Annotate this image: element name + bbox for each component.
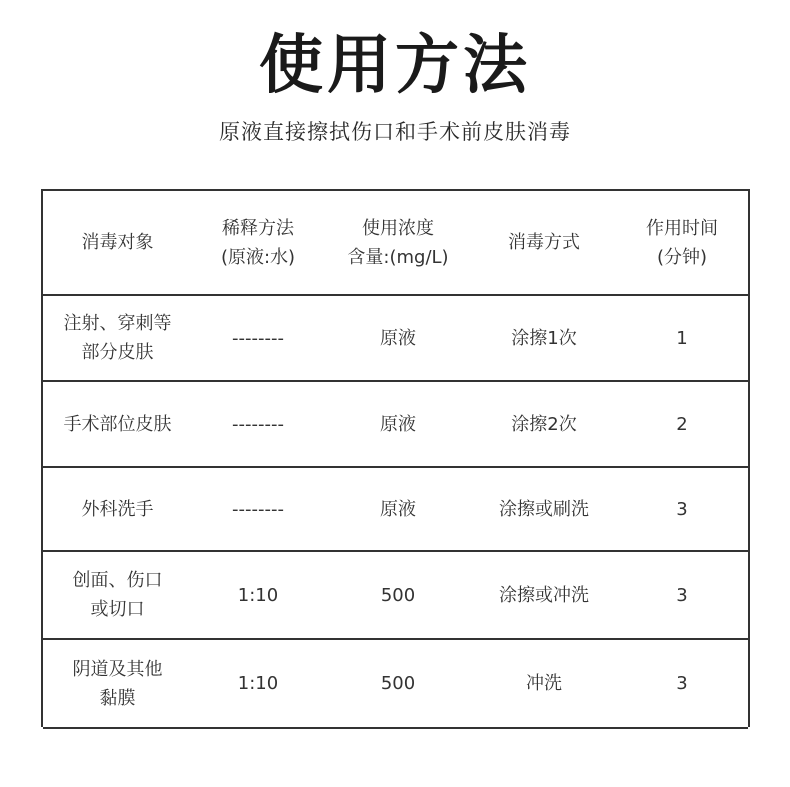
cell-duration: 2	[676, 413, 688, 435]
cell-method: 冲洗	[526, 673, 562, 694]
cell-target: 手术部位皮肤	[63, 413, 172, 435]
cell-target: 注射、穿刺等 部分皮肤	[63, 313, 172, 363]
table-row	[43, 468, 748, 552]
cell-target: 阴道及其他 黏膜	[72, 658, 163, 709]
cell-concentration: 原液	[380, 327, 416, 349]
cell-duration: 1	[676, 327, 688, 349]
table-row	[43, 382, 748, 468]
cell-concentration: 500	[380, 673, 416, 694]
cell-dilution: 1:10	[237, 584, 279, 606]
cell-concentration: 原液	[380, 413, 416, 435]
usage-table	[41, 189, 750, 727]
cell-dilution: --------	[232, 327, 284, 349]
cell-duration: 3	[676, 498, 688, 520]
cell-concentration: 500	[380, 584, 416, 606]
header-cell-duration: 作用时间 (分钟)	[646, 217, 718, 268]
cell-target: 外科洗手	[81, 498, 154, 520]
header-cell-concentration: 使用浓度 含量:(mg/L)	[347, 217, 449, 268]
table-row	[43, 296, 748, 382]
cell-duration: 3	[676, 584, 688, 606]
cell-method: 涂擦或冲洗	[499, 584, 589, 606]
table-row	[43, 552, 748, 640]
header-cell-method: 消毒方式	[508, 232, 580, 253]
cell-dilution: --------	[232, 498, 284, 520]
page-subtitle: 原液直接擦拭伤口和手术前皮肤消毒	[219, 120, 571, 144]
cell-concentration: 原液	[380, 498, 416, 520]
header-cell-target: 消毒对象	[81, 232, 154, 253]
cell-dilution: 1:10	[237, 673, 279, 694]
cell-method: 涂擦2次	[511, 413, 577, 435]
cell-dilution: --------	[232, 413, 284, 435]
cell-method: 涂擦1次	[511, 327, 577, 349]
table-row	[43, 640, 748, 729]
cell-target: 创面、伤口 或切口	[72, 570, 163, 620]
header-cell-dilution: 稀释方法 (原液:水)	[220, 217, 296, 268]
cell-method: 涂擦或刷洗	[499, 498, 589, 520]
cell-duration: 3	[676, 673, 688, 694]
table-header-row	[43, 191, 748, 296]
page-title: 使用方法	[259, 29, 531, 103]
